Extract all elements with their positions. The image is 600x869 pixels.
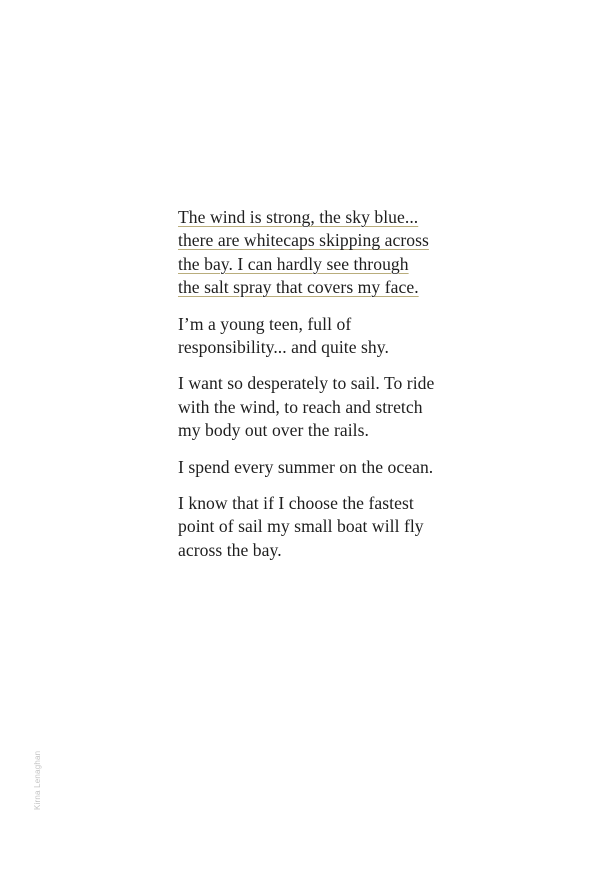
poem-line: across the bay.	[178, 539, 282, 560]
poem-line: there are whitecaps skipping across	[178, 230, 429, 251]
stanza-1[interactable]	[178, 206, 458, 300]
poem-line: The wind is strong, the sky blue...	[178, 207, 419, 227]
poem-line: my body out over the rails.	[178, 420, 369, 441]
stanza-3	[178, 372, 458, 442]
poem-line: with the wind, to reach and stretch	[178, 396, 423, 417]
poem-line: the bay. I can hardly see through	[178, 253, 409, 274]
poem-line: I spend every summer on the ocean.	[178, 456, 434, 477]
poem-line: point of sail my small boat will fly	[178, 516, 424, 537]
stanza-5	[178, 492, 458, 562]
poem-line: the salt spray that covers my face.	[178, 277, 419, 298]
stanza-2	[178, 313, 458, 360]
poem-line: I’m a young teen, full of	[178, 313, 352, 334]
stanza-4	[178, 456, 458, 479]
poem	[178, 206, 458, 575]
poem-line: responsibility... and quite shy.	[178, 337, 389, 358]
poem-line: I know that if I choose the fastest	[178, 493, 414, 514]
author-credit: Kirna Lenaghan	[33, 750, 42, 810]
poem-line: I want so desperately to sail. To ride	[178, 373, 435, 394]
